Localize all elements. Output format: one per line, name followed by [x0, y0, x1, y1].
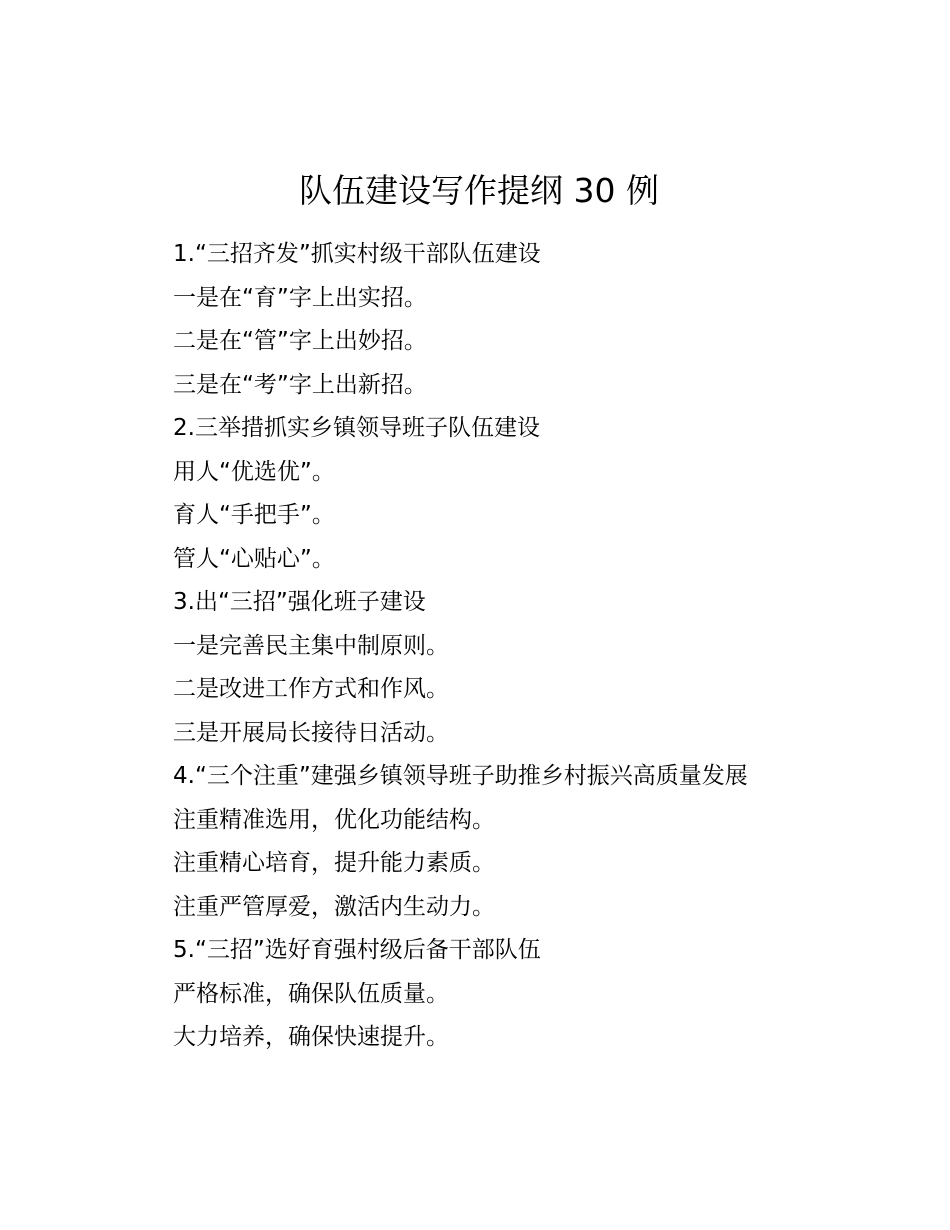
outline-line-7: 育人“手把手”。: [173, 502, 335, 528]
outline-line-15: 注重精心培育，提升能力素质。: [173, 850, 495, 876]
outline-line-6: 用人“优选优”。: [173, 458, 335, 485]
outline-line-2: 一是在“育”字上出实招。: [173, 284, 427, 311]
outline-line-1: 1.“三招齐发”抓实村级干部队伍建设: [173, 241, 541, 267]
outline-line-9: 3.出“三招”强化班子建设: [173, 589, 426, 615]
outline-body: [173, 233, 873, 1060]
outline-line-17: 5.“三招”选好育强村级后备干部队伍: [173, 937, 541, 963]
outline-line-14: 注重精准选用，优化功能结构。: [173, 806, 495, 833]
outline-line-13: 4.“三个注重”建强乡镇领导班子助推乡村振兴高质量发展: [173, 763, 748, 789]
outline-line-19: 大力培养，确保快速提升。: [173, 1024, 449, 1050]
outline-line-11: 二是改进工作方式和作风。: [173, 676, 449, 702]
outline-line-5: 2.三举措抓实乡镇领导班子队伍建设: [173, 415, 540, 441]
document-title: 队伍建设写作提纲 30 例: [299, 171, 659, 210]
outline-line-10: 一是完善民主集中制原则。: [173, 632, 449, 659]
outline-line-16: 注重严管厚爱，激活内生动力。: [173, 893, 495, 920]
outline-line-4: 三是在“考”字上出新招。: [173, 371, 427, 398]
outline-line-8: 管人“心贴心”。: [173, 545, 335, 572]
outline-line-3: 二是在“管”字上出妙招。: [173, 328, 427, 354]
outline-line-18: 严格标准，确保队伍质量。: [173, 980, 449, 1007]
outline-line-12: 三是开展局长接待日活动。: [173, 719, 449, 746]
